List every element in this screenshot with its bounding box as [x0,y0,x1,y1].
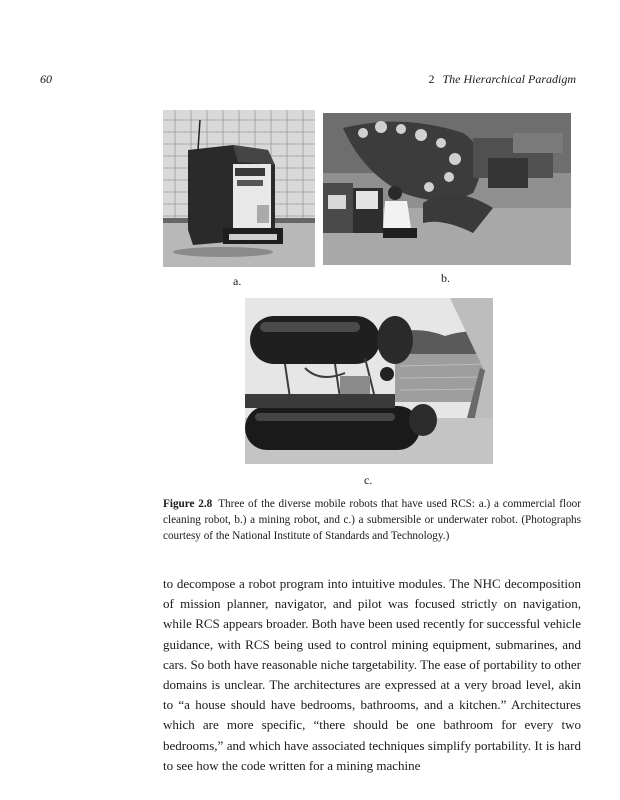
panel-label-c: c. [364,473,373,487]
photo-floor-cleaning-robot [163,110,315,267]
panel-label-a: a. [233,274,242,288]
panel-label-b: b. [441,271,450,285]
chapter-title: The Hierarchical Paradigm [442,72,576,86]
caption-text: Three of the diverse mobile robots that have used RCS: a.) a commercial floor cleaning robot, b.) a mining robot, and c.) a submersible or underwater robot. (Photographs courtesy of the National Institute of Standards and Technology.) [163,498,581,542]
photo-submersible-robot [245,298,493,464]
running-head [428,72,576,87]
figure-label: Figure 2.8 [163,498,213,510]
body-paragraph: to decompose a robot program into intuitive modules. The NHC decomposition of mission planner, navigator, and pilot was focused strictly on navigation, while RCS appears broader. Both have been used recently for successful vehicle guidance, with RCS being used to control mining equipment, submarines, and cars. So both have reasonable niche targetability. The ease of portability to other domains is unclear. The architectures are expressed at a very broad level, akin to “a house should have bedrooms, bathrooms, and a kitchen.” Architectures which are more specific, “there should be one bathroom for every two bedrooms,” and which have associated techniques simplify portability. It is hard to see how the code written for a mining machine [163,576,581,773]
page-number: 60 [40,72,52,86]
chapter-number: 2 [428,72,435,86]
photo-mining-robot [323,113,571,265]
figure-caption [163,496,581,544]
